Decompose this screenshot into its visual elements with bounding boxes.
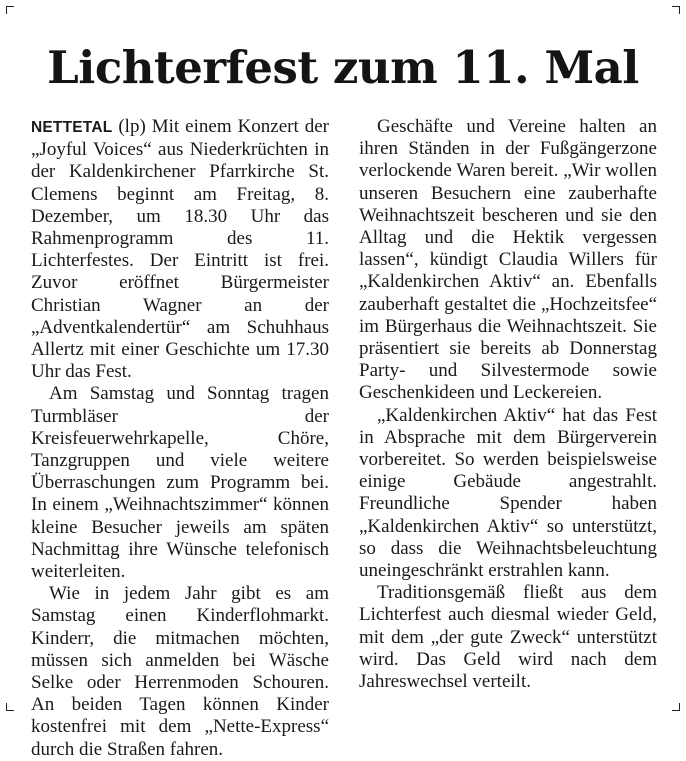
crop-mark (672, 703, 680, 711)
article-headline: Lichterfest zum 11. Mal (47, 41, 639, 94)
crop-mark (6, 703, 14, 711)
paragraph-text: (lp) Mit einem Konzert der „Joyful Voices“ aus Niederkrüchten in der Kaldenkirchener Pfarrkirche St. Clemens beginnt am Freitag, 8. Dezember, um 18.30 Uhr das Rahmenprogramm des 11. Lichterfestes. Der Eintritt ist frei. Zuvor eröffnet Bürgermeister Christian Wagner an der „Adventkalendertür“ am Schuhhaus Allertz mit einer Geschichte um 17.30 Uhr das Fest. (31, 116, 329, 383)
article-paragraph: Am Samstag und Sonntag tragen Turmbläser der Kreisfeuerwehrkapelle, Chöre, Tanzgruppen und viele weitere Überraschungen zum Programm bei. In einem „Weihnachtszimmer“ können kleine Besucher jeweils am späten Nachmittag ihre Wünsche telefonisch weiterleiten. (31, 383, 329, 583)
article-paragraph (31, 116, 329, 383)
article-paragraph: Geschäfte und Vereine halten an ihren Ständen in der Fußgängerzone verlockende Waren bereit. „Wir wollen unseren Besuchern eine zauberhafte Weihnachtszeit bescheren und sie den Alltag und die Hektik vergessen lassen“, kündigt Claudia Willers für „Kaldenkirchen Aktiv“ an. Ebenfalls zauberhaft gestaltet die „Hochzeitsfee“ im Bürgerhaus die Weihnachtszeit. Sie präsentiert sie bereits ab Donnerstag Party- und Silvestermode sowie Geschenkideen und Leckereien. (359, 116, 657, 404)
crop-mark (6, 6, 14, 14)
dateline: NETTETAL (31, 119, 113, 136)
crop-mark (672, 6, 680, 14)
article-column-left (31, 116, 329, 761)
article-paragraph: „Kaldenkirchen Aktiv“ hat das Fest in Absprache mit dem Bürgerverein vorbereitet. So werden beispielsweise einige Gebäude angestrahlt. Freundliche Spender haben „Kaldenkirchen Aktiv“ so unterstützt, so dass die Weihnachtsbeleuchtung uneingeschränkt erstrahlen kann. (359, 404, 657, 582)
article-paragraph: Traditionsgemäß fließt aus dem Lichterfest auch diesmal wieder Geld, mit dem „der gute Zweck“ unterstützt wird. Das Geld wird nach dem Jahreswechsel verteilt. (359, 582, 657, 693)
article-column-right (359, 116, 657, 693)
article-paragraph: Wie in jedem Jahr gibt es am Samstag einen Kinderflohmarkt. Kinderr, die mitmachen möchten, müssen sich anmelden bei Wäsche Selke oder Herrenmoden Schouren. An beiden Tagen können Kinder kostenfrei mit dem „Nette-Express“ durch die Straßen fahren. (31, 583, 329, 760)
